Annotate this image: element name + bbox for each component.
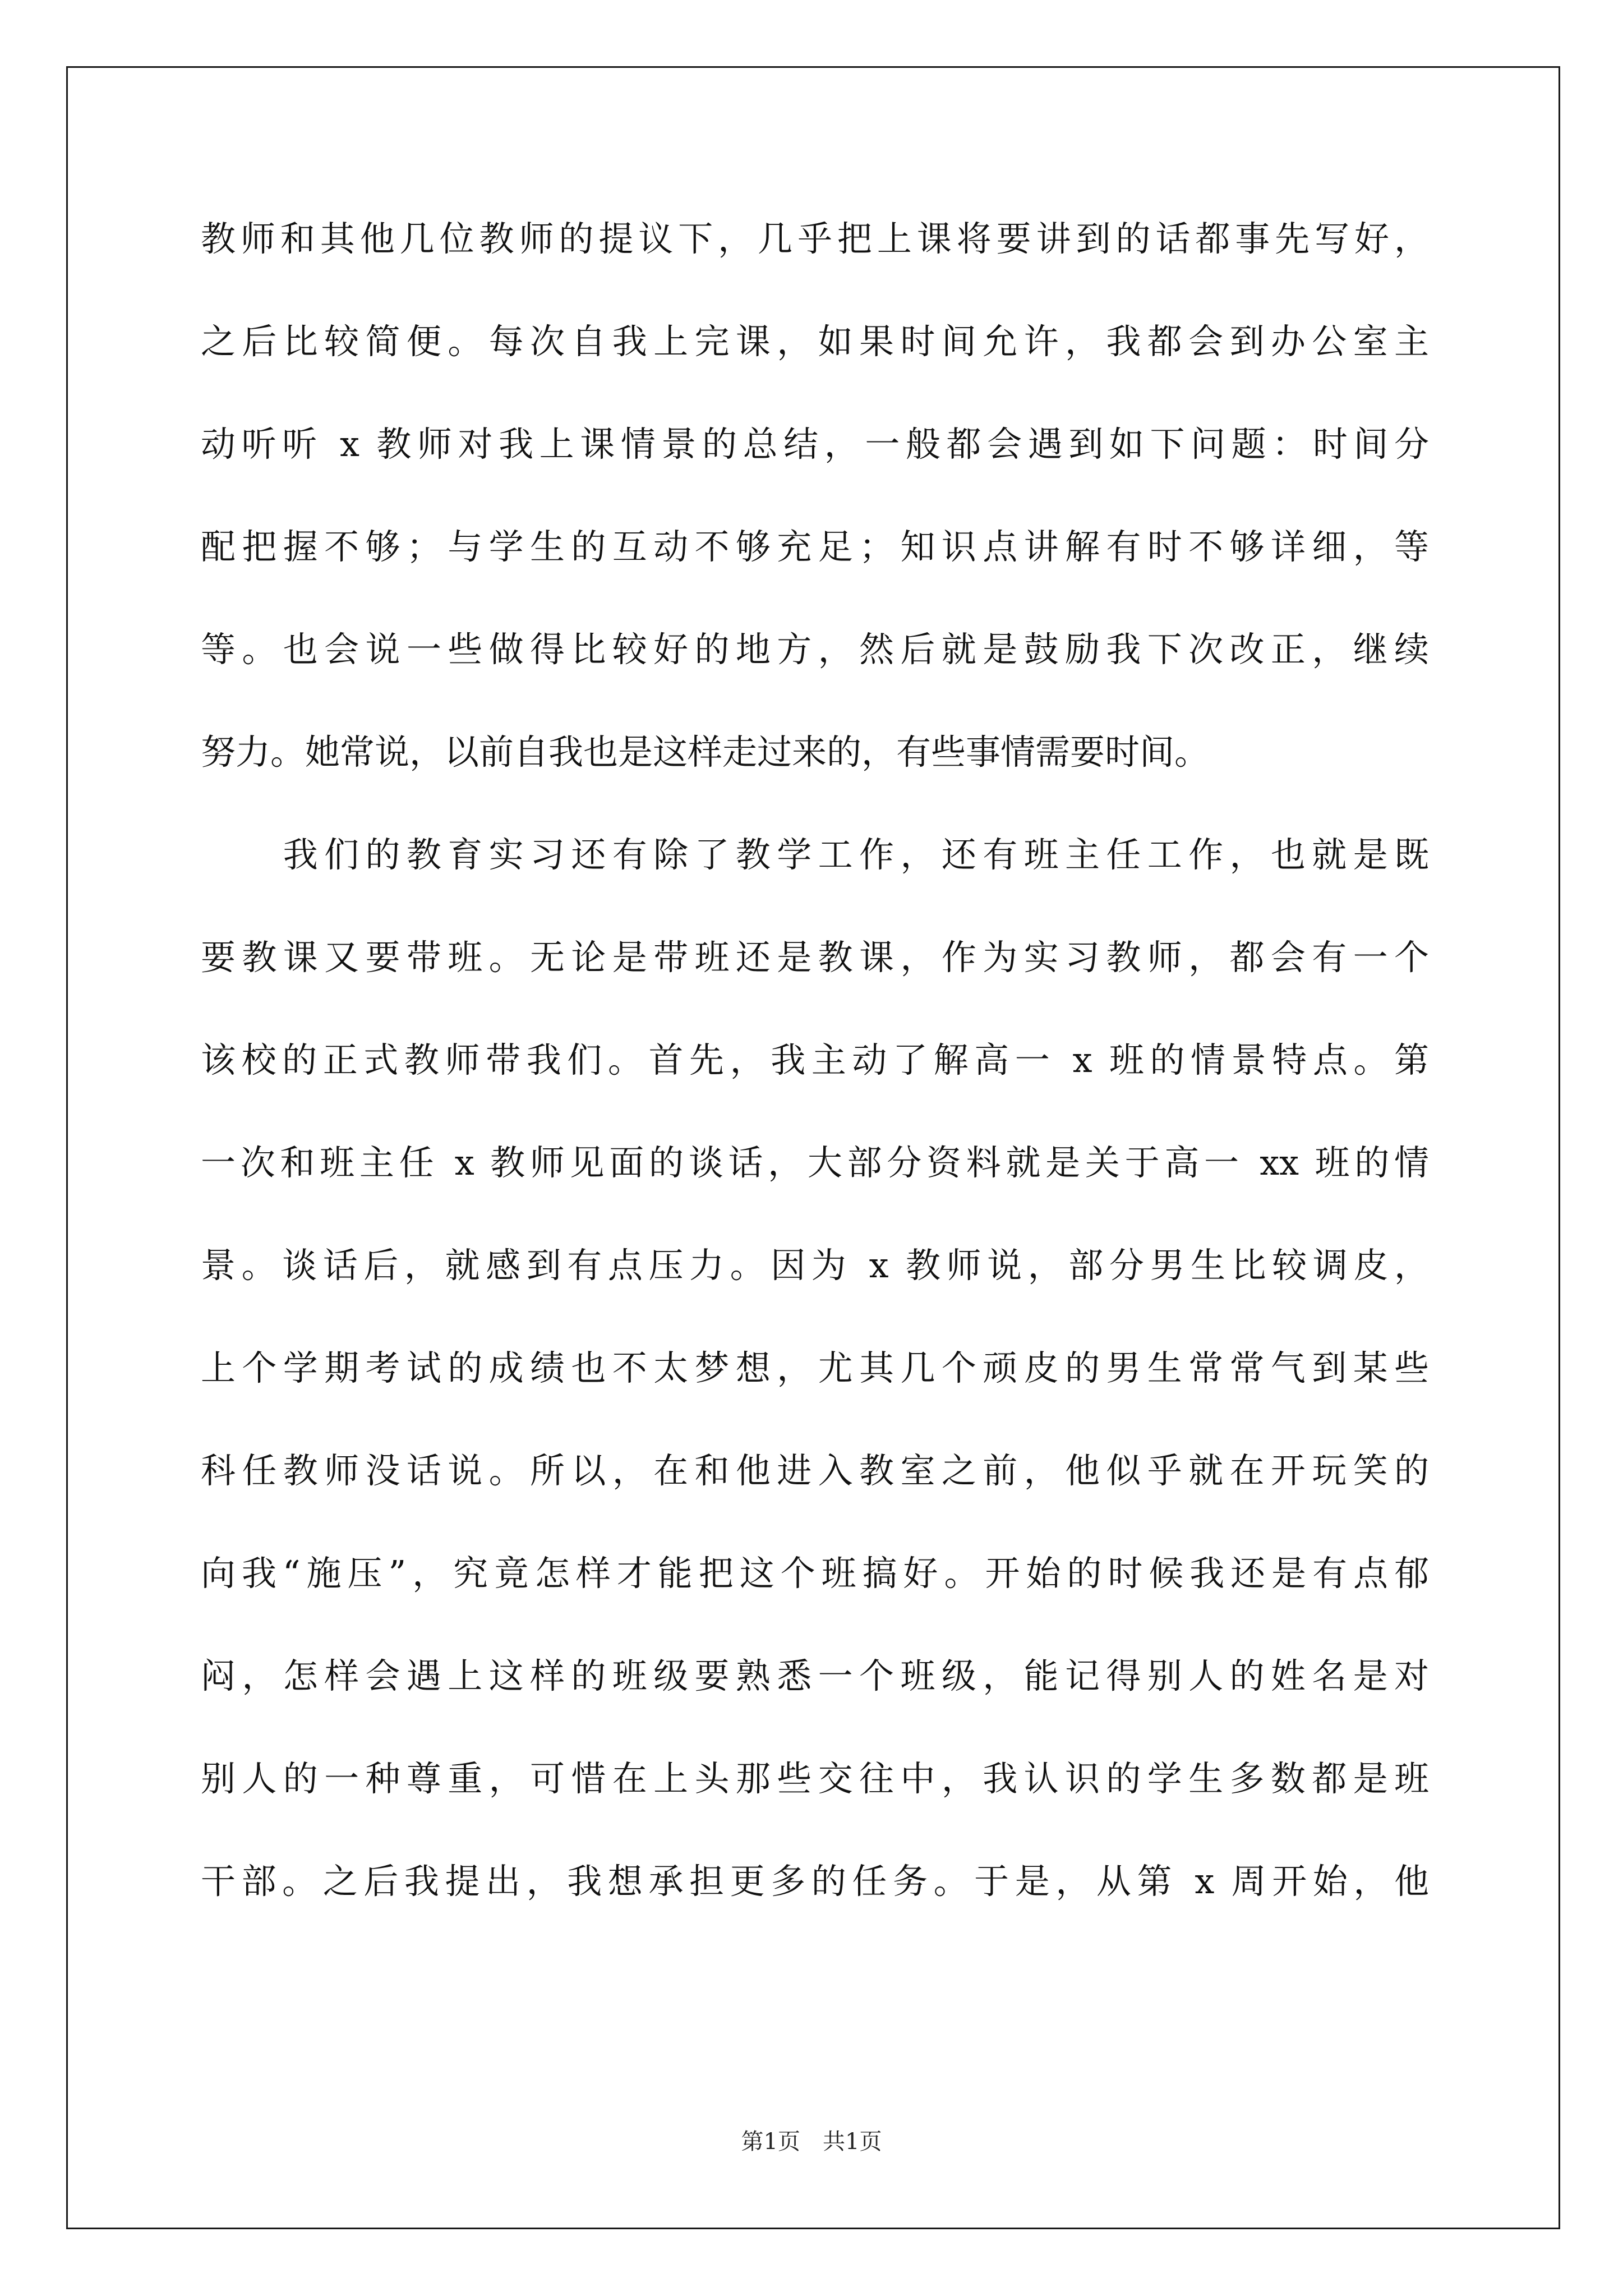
text-line: 教师和其他几位教师的提议下，几乎把上课将要讲到的话都事先写好， <box>201 218 1429 259</box>
text-line: 该校的正式教师带我们。首先，我主动了解高一 x 班的情景特点。第 <box>201 1039 1429 1080</box>
text-line: 景。谈话后，就感到有点压力。因为 x 教师说，部分男生比较调皮， <box>201 1245 1429 1286</box>
text-line: 别人的一种尊重，可惜在上头那些交往中，我认识的学生多数都是班 <box>201 1758 1429 1799</box>
text-line: 一次和班主任 x 教师见面的谈话，大部分资料就是关于高一 xx 班的情 <box>201 1142 1429 1183</box>
text-line: 动听听 x 教师对我上课情景的总结，一般都会遇到如下问题：时间分 <box>201 424 1429 464</box>
page-footer: 第1页 共1页 <box>741 2129 882 2155</box>
text-line: 干部。之后我提出，我想承担更多的任务。于是，从第 x 周开始，他 <box>201 1861 1429 1902</box>
text-line: 科任教师没话说。所以，在和他进入教室之前，他似乎就在开玩笑的 <box>201 1450 1429 1491</box>
text-line: 努力。她常说，以前自我也是这样走过来的，有些事情需要时间。 <box>201 731 1210 772</box>
text-line: 配把握不够；与学生的互动不够充足；知识点讲解有时不够详细，等 <box>201 526 1429 567</box>
text-line: 向我“施压”，究竟怎样才能把这个班搞好。开始的时候我还是有点郁 <box>201 1553 1429 1594</box>
text-line: 等。也会说一些做得比较好的地方，然后就是鼓励我下次改正，继续 <box>201 629 1429 670</box>
text-line: 闷，怎样会遇上这样的班级要熟悉一个班级，能记得别人的姓名是对 <box>201 1655 1429 1696</box>
text-line: 之后比较简便。每次自我上完课，如果时间允许，我都会到办公室主 <box>201 321 1429 362</box>
text-line: 上个学期考试的成绩也不太梦想，尤其几个顽皮的男生常常气到某些 <box>201 1347 1429 1388</box>
text-line: 我们的教育实习还有除了教学工作，还有班主任工作，也就是既 <box>201 834 1429 875</box>
text-line: 要教课又要带班。无论是带班还是教课，作为实习教师，都会有一个 <box>201 937 1429 978</box>
